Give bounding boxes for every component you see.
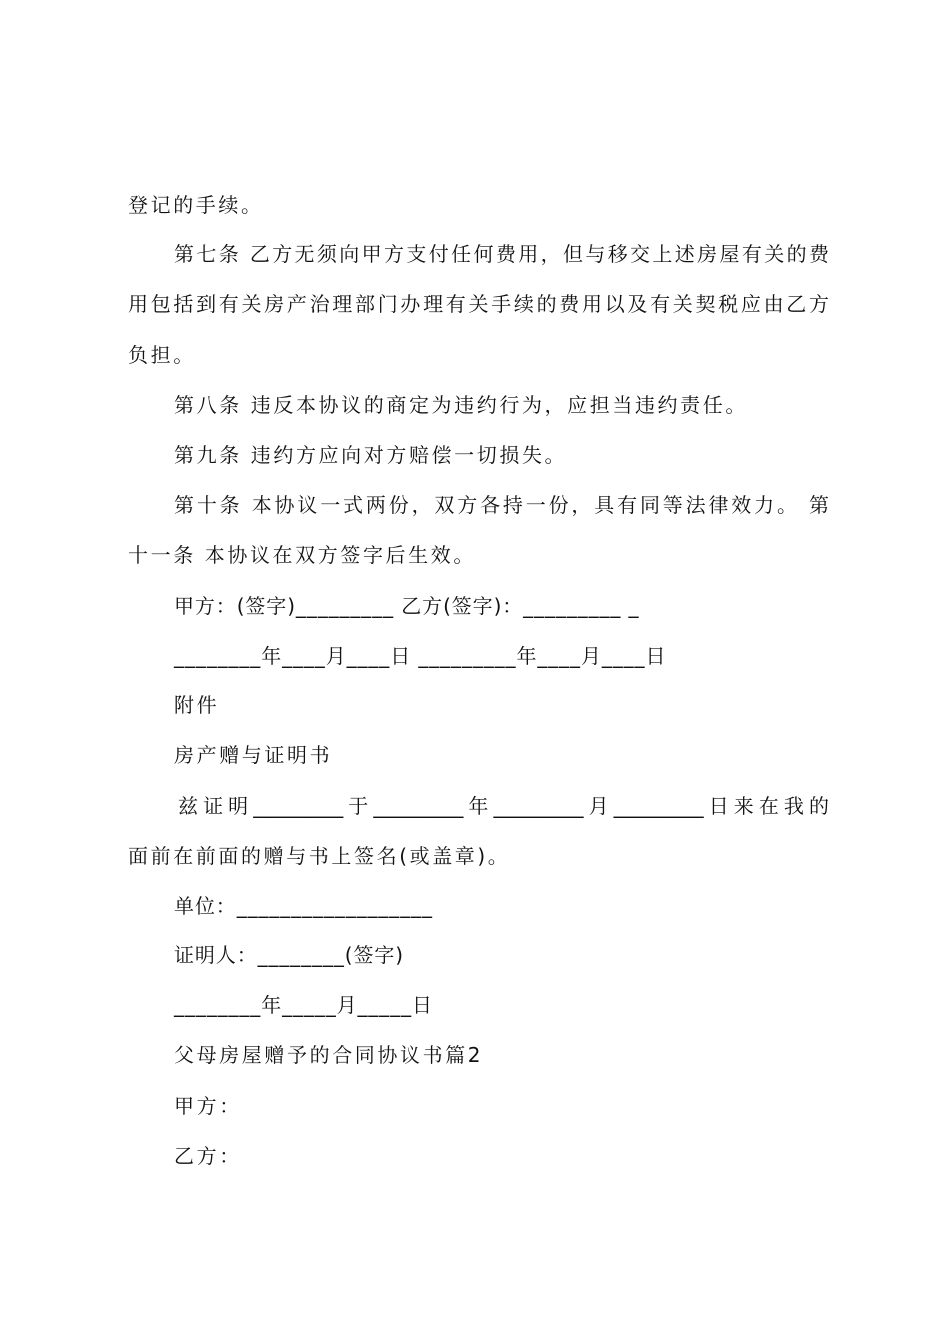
text-line-continuation: 登记的手续。 (128, 193, 264, 217)
article-9: 第九条 违约方应向对方赔偿一切损失。 (174, 443, 568, 467)
party-b-label: 乙方： (174, 1144, 242, 1168)
date-line: ________年____月____日 _________年____月____日 (174, 644, 667, 668)
section-heading-2: 父母房屋赠予的合同协议书篇2 (174, 1043, 484, 1067)
party-a-label: 甲方： (174, 1094, 242, 1118)
certificate-body-line-2: 面前在前面的赠与书上签名(或盖章)。 (128, 844, 511, 868)
witness-date-field: ________年_____月_____日 (174, 993, 433, 1017)
signature-line: 甲方：(签字)_________ 乙方(签字)：_________ _ (174, 594, 640, 618)
article-8: 第八条 违反本协议的商定为违约行为，应担当违约责任。 (174, 393, 748, 417)
certificate-body-line-1: 兹证明_________于_________年_________月_________日来在我的 (178, 794, 829, 818)
article-11: 十一条 本协议在双方签字后生效。 (128, 543, 476, 567)
article-7-line-1: 第七条 乙方无须向甲方支付任何费用，但与移交上述房屋有关的费 (174, 242, 829, 266)
article-7-line-3: 负担。 (128, 343, 196, 367)
certificate-title: 房产赠与证明书 (174, 743, 333, 767)
attachment-heading: 附件 (174, 693, 220, 717)
article-10-line-1: 第十条 本协议一式两份，双方各持一份，具有同等法律效力。 第 (174, 493, 829, 517)
article-7-line-2: 用包括到有关房产治理部门办理有关手续的费用以及有关契税应由乙方 (128, 292, 829, 316)
unit-field: 单位：__________________ (174, 894, 433, 918)
witness-field: 证明人：________(签字) (174, 943, 405, 967)
